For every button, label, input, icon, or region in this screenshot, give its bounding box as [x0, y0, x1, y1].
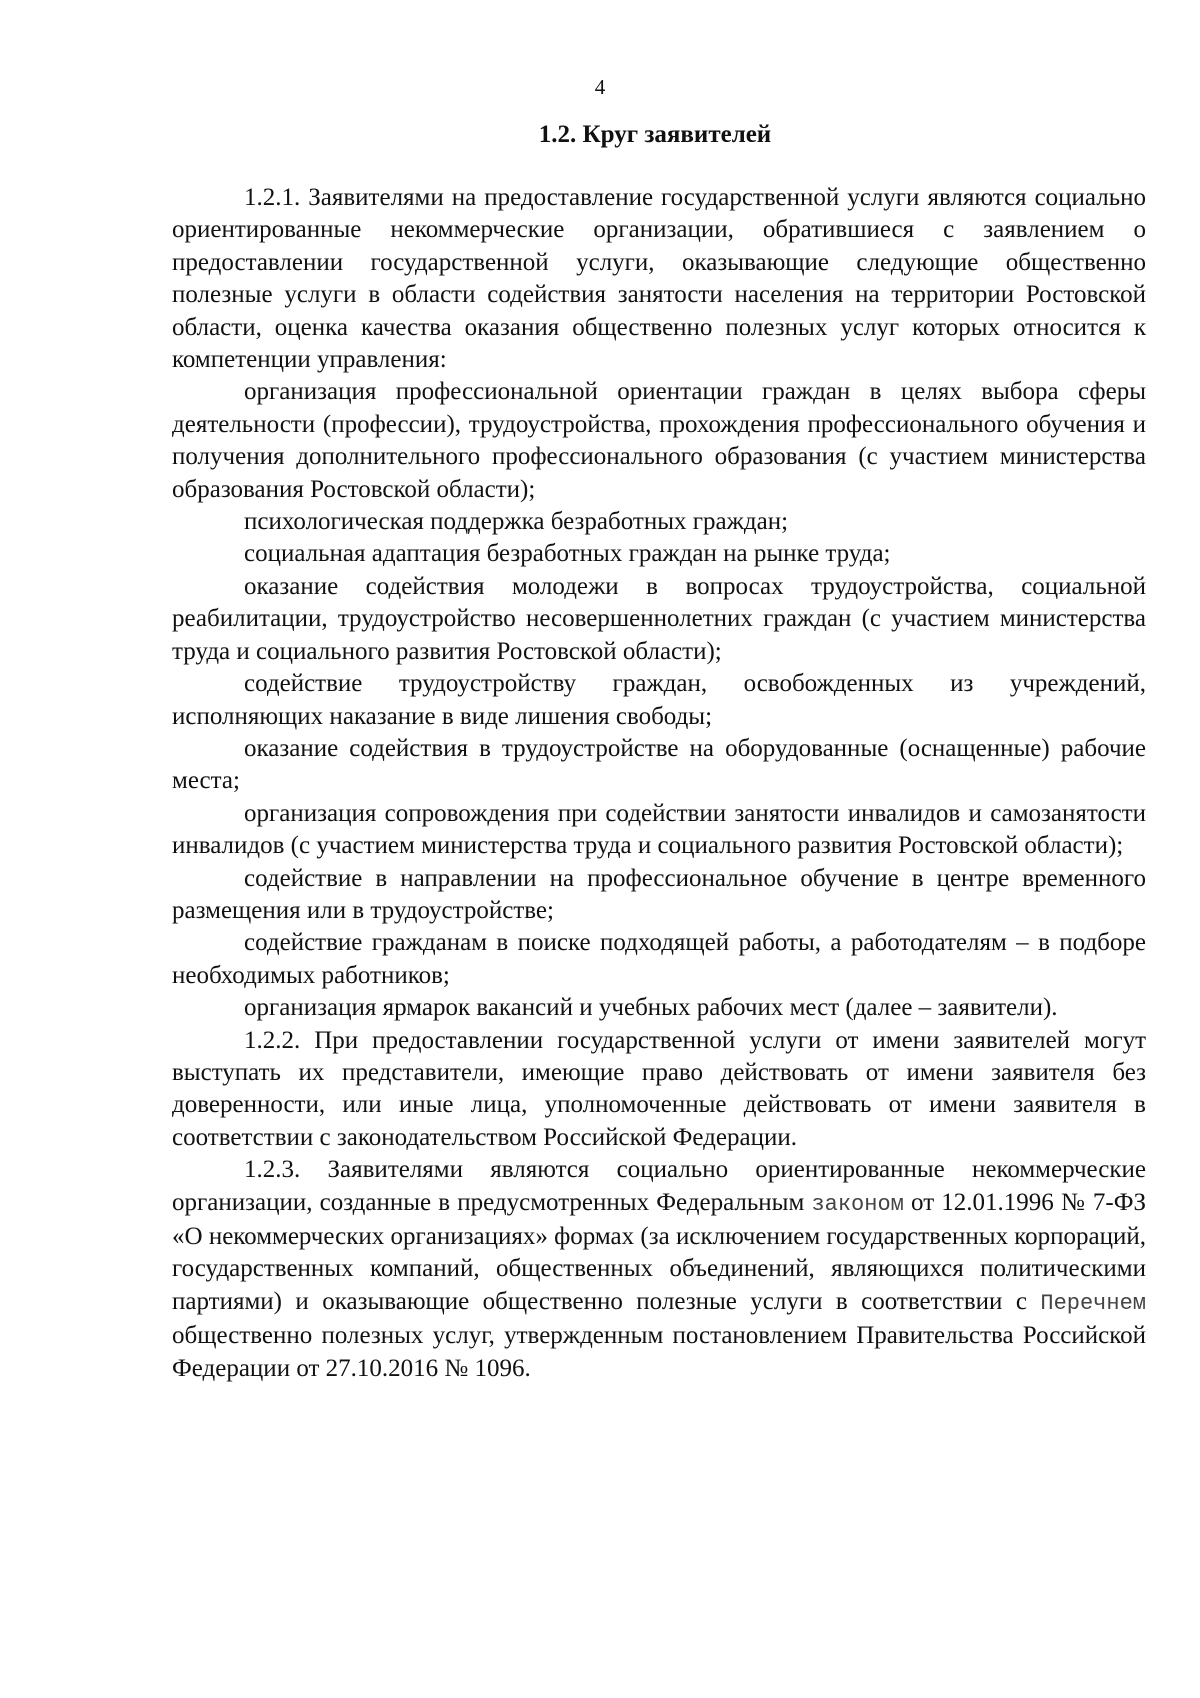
- services-list-link[interactable]: Перечнем: [1040, 1290, 1146, 1316]
- list-item-equipped-workplaces: оказание содействия в трудоустройстве на оборудованные (оснащенные) рабочие места;: [172, 734, 1146, 795]
- list-item-job-search: содействие гражданам в поиске подходящей работы, а работодателям – в подборе необходимых работников;: [172, 929, 1146, 989]
- list-item-disabled-support: организация сопровождения при содействии занятости инвалидов и самозанятости инвалидов (с участием министерства труда и социального развития Ростовской области);: [172, 799, 1146, 860]
- list-item-youth-employment: оказание содействия молодежи в вопросах трудоустройства, социальной реабилитации, трудоустройство несовершеннолетних граждан (с участием министерства труда и социального развития Ростовской области);: [172, 572, 1146, 665]
- paragraph-1-2-2: 1.2.2. При предоставлении государственной услуги от имени заявителей могут выступать их представители, имеющие право действовать от имени заявителя без доверенности, или иные лица, уполномоченные действовать от имени заявителя в соответствии с законодательством Российской Федерации.: [172, 1026, 1146, 1151]
- page-number: 4: [594, 75, 606, 99]
- list-item-released-citizens: содействие трудоустройству граждан, освобожденных из учреждений, исполняющих наказание в виде лишения свободы;: [172, 670, 1146, 730]
- list-item-psychological-support: психологическая поддержка безработных граждан;: [244, 508, 789, 536]
- section-title: 1.2. Круг заявителей: [538, 121, 772, 148]
- list-item-job-fairs: организация ярмарок вакансий и учебных рабочих мест (далее – заявители).: [244, 994, 1058, 1022]
- paragraph-1-2-3-part2: от 12.01.1996 № 7-ФЗ «О некоммерческих организациях» формах (за исключением государственных корпораций, государственных компаний, общественных объединений, являющихся политическими партиями) и оказывающие общественно полезные услуги в соответствии с: [172, 1188, 1146, 1315]
- paragraph-1-2-3-part1: 1.2.3. Заявителями являются социально ориентированные некоммерческие организации, созданные в предусмотренных Федеральным: [172, 1156, 1146, 1216]
- list-item-social-adaptation: социальная адаптация безработных граждан на рынке труда;: [244, 540, 891, 568]
- law-link[interactable]: законом: [811, 1191, 904, 1217]
- paragraph-1-2-1: 1.2.1. Заявителями на предоставление государственной услуги являются социально ориентированные некоммерческие организации, обратившиеся с заявлением о предоставлении государственной услуги, оказывающие следующие общественно полезные услуги в области содействия занятости населения на территории Ростовской области, оценка качества оказания общественно полезных услуг которых относится к компетенции управления:: [172, 184, 1146, 374]
- list-item-career-guidance: организация профессиональной ориентации граждан в целях выбора сферы деятельности (профессии), трудоустройства, прохождения профессионального обучения и получения дополнительного профессионального образования (с участием министерства образования Ростовской области);: [172, 378, 1146, 503]
- paragraph-1-2-3: [172, 1154, 1146, 1385]
- document-body: [172, 182, 1146, 1385]
- paragraph-1-2-3-part3: общественно полезных услуг, утвержденным постановлением Правительства Российской Федерации от 27.10.2016 № 1096.: [172, 1322, 1146, 1382]
- list-item-temporary-placement: содействие в направлении на профессиональное обучение в центре временного размещения или в трудоустройстве;: [172, 864, 1146, 924]
